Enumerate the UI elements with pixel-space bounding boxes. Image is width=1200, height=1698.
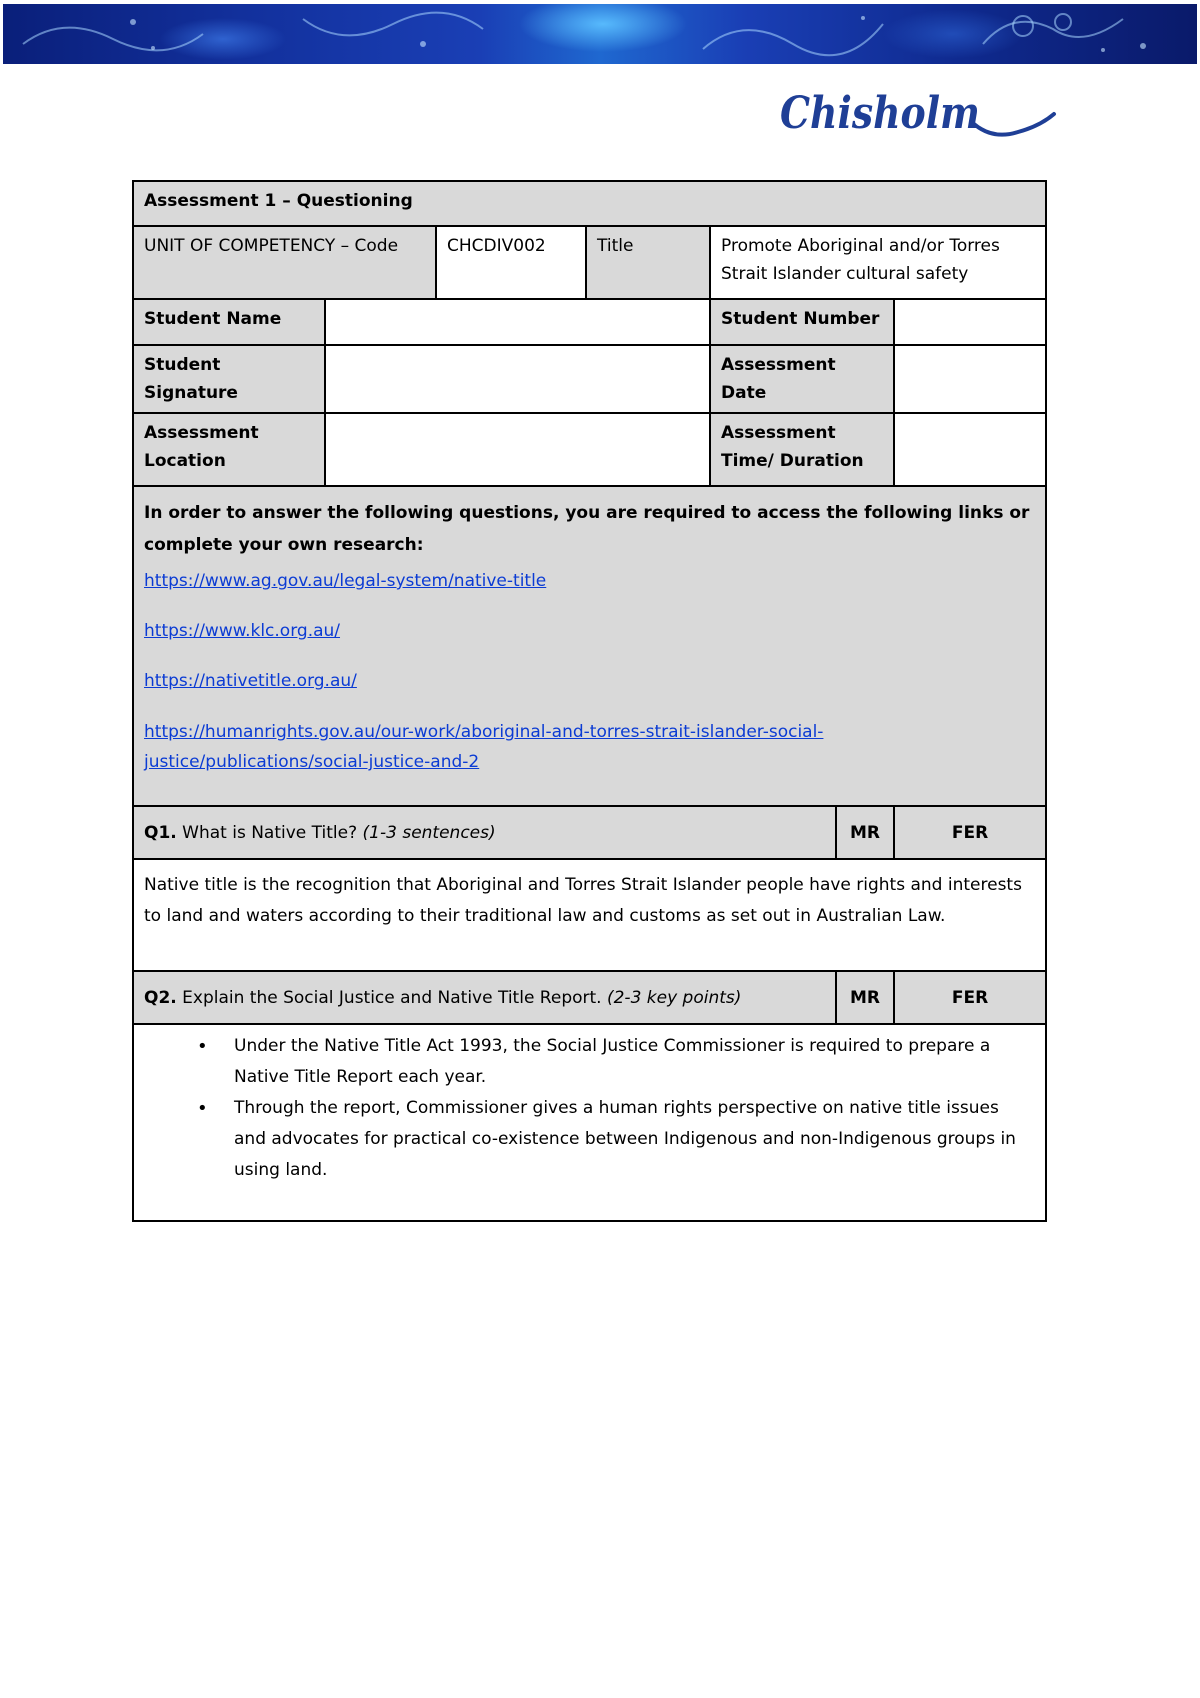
q2-number: Q2.: [144, 987, 177, 1008]
q1-text: What is Native Title?: [182, 822, 358, 843]
q2-text: Explain the Social Justice and Native Title Report.: [182, 987, 602, 1008]
link-klc[interactable]: https://www.klc.org.au/: [144, 621, 341, 641]
instructions-text: In order to answer the following questions, you are required to access the following links or complete your own research:: [144, 503, 1030, 555]
q1-fer: FER: [894, 806, 1046, 859]
title-label: Title: [586, 226, 710, 299]
chisholm-logo-mark: [778, 92, 1058, 144]
q2-answer-row: [133, 1024, 1046, 1221]
student-name-row: [133, 299, 1046, 345]
q1-number: Q1.: [144, 822, 177, 843]
assessment-location-label: Assessment Location: [133, 413, 325, 486]
unit-row: [133, 226, 1046, 299]
student-signature-field[interactable]: [325, 345, 710, 413]
student-signature-row: [133, 345, 1046, 413]
assessment-location-field[interactable]: [325, 413, 710, 486]
q1-answer[interactable]: Native title is the recognition that Aboriginal and Torres Strait Islander people have rights and interests to land and waters according to their traditional law and customs as set out in Australian Law.: [133, 859, 1046, 971]
student-number-label: Student Number: [710, 299, 894, 345]
assessment-form-table: [132, 180, 1047, 1222]
q2-answer-point: • Through the report, Commissioner gives a human rights perspective on native title issues and advocates for practical co-existence between Indigenous and non-Indigenous groups in using land.: [234, 1093, 1035, 1186]
q2-mr: MR: [836, 971, 894, 1024]
header-banner: [3, 4, 1197, 64]
assessment-date-label: Assessment Date: [710, 345, 894, 413]
student-name-label: Student Name: [133, 299, 325, 345]
student-signature-label: Student Signature: [133, 345, 325, 413]
q2-question: [133, 971, 836, 1024]
assessment-location-row: [133, 413, 1046, 486]
q2-answer-point: • Under the Native Title Act 1993, the Social Justice Commissioner is required to prepare a Native Title Report each year.: [234, 1031, 1035, 1093]
link-humanrights[interactable]: https://humanrights.gov.au/our-work/aboriginal-and-torres-strait-islander-social-justice/publications/social-justice-and-2: [144, 722, 824, 772]
instructions-cell: [133, 486, 1046, 806]
link-nativetitle-org[interactable]: https://nativetitle.org.au/: [144, 671, 357, 691]
q1-question: [133, 806, 836, 859]
q1-mr: MR: [836, 806, 894, 859]
student-name-field[interactable]: [325, 299, 710, 345]
assessment-title: Assessment 1 – Questioning: [133, 181, 1046, 226]
q2-header-row: [133, 971, 1046, 1024]
q2-answer-list: [234, 1031, 1035, 1186]
q2-hint: (2-3 key points): [606, 987, 742, 1008]
chisholm-logo: [778, 92, 1058, 144]
q1-answer-row: [133, 859, 1046, 971]
student-number-field[interactable]: [894, 299, 1046, 345]
assessment-time-label: Assessment Time/ Duration: [710, 413, 894, 486]
unit-code: CHCDIV002: [436, 226, 586, 299]
instructions-row: [133, 486, 1046, 806]
assessment-date-field[interactable]: [894, 345, 1046, 413]
assessment-time-field[interactable]: [894, 413, 1046, 486]
banner-artwork: [3, 4, 1197, 64]
title-value: Promote Aboriginal and/or Torres Strait Islander cultural safety: [710, 226, 1046, 299]
q1-header-row: [133, 806, 1046, 859]
q2-answer[interactable]: [133, 1024, 1046, 1221]
unit-label: UNIT OF COMPETENCY – Code: [133, 226, 436, 299]
q2-fer: FER: [894, 971, 1046, 1024]
q1-hint: (1-3 sentences): [362, 822, 496, 843]
svg-text:Chisholm: Chisholm: [780, 92, 980, 139]
link-native-title[interactable]: https://www.ag.gov.au/legal-system/native-title: [144, 571, 547, 591]
assessment-title-row: [133, 181, 1046, 226]
